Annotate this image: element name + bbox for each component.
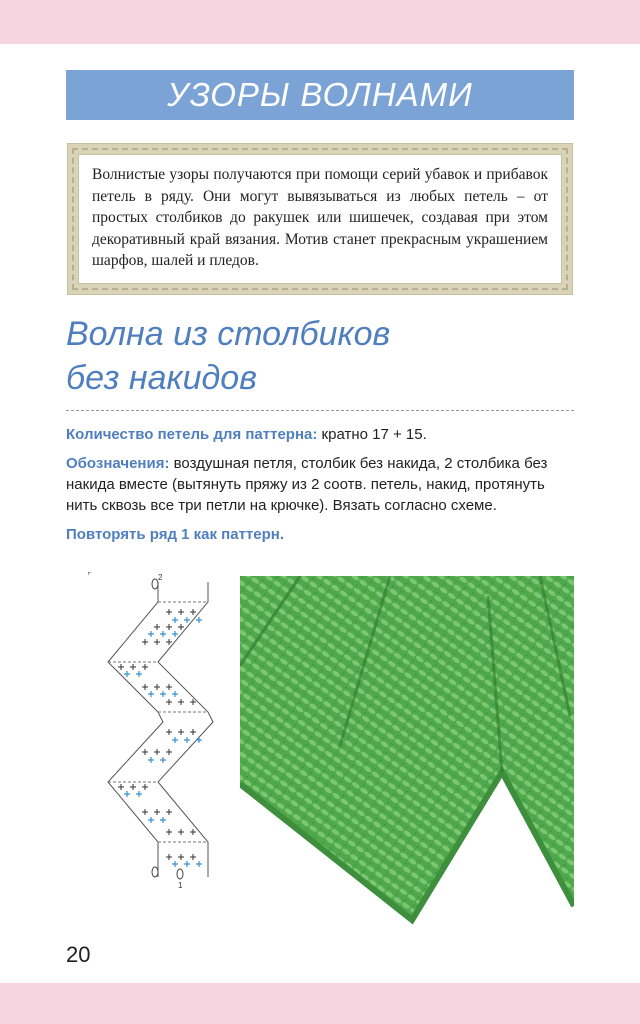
pattern-details [66, 424, 574, 553]
repeat-note-text: Повторять ряд 1 как паттерн. [66, 526, 284, 543]
knitted-sample-photo [240, 576, 574, 930]
bottom-pink-band [0, 983, 640, 1024]
legend-value: воздушная петля, столбик без накида, 2 столбика без накида вместе (вытянуть пряжу из 2 соотв. петель, накид, протянуть нить сквозь все три петли на крючке). Вязать согласно схеме. [66, 455, 548, 514]
row-label-bottom: 1 [178, 881, 183, 890]
section-title-line-2: без накидов [66, 359, 257, 397]
row-label-top: 2 [158, 573, 163, 582]
repeat-note [66, 524, 574, 545]
crochet-chart [88, 572, 230, 894]
section-title [66, 312, 566, 400]
stitch-count-label: Количество петель для паттерна: [66, 426, 318, 443]
chapter-title-bar [66, 70, 574, 120]
section-title-line-1: Волна из столбиков [66, 315, 391, 353]
intro-text-frame [68, 144, 572, 294]
legend-label: Обозначения: [66, 455, 170, 472]
legend-paragraph [66, 453, 574, 516]
stitch-count-value: кратно 17 + 15. [317, 426, 427, 443]
chapter-title: УЗОРЫ ВОЛНАМИ [167, 76, 473, 113]
page-number: 20 [66, 942, 91, 967]
top-pink-band [0, 0, 640, 44]
stitch-count-paragraph [66, 424, 574, 445]
section-divider [66, 410, 574, 411]
intro-text: Волнистые узоры получаются при помощи серий убавок и прибавок петель в ряду. Они могут вывязываться из любых петель – от простых столбиков до ракушек или шишечек, создавая при этом декоративный край вязания. Мотив станет прекрасным украшением шарфов, шалей и пледов. [92, 166, 548, 269]
